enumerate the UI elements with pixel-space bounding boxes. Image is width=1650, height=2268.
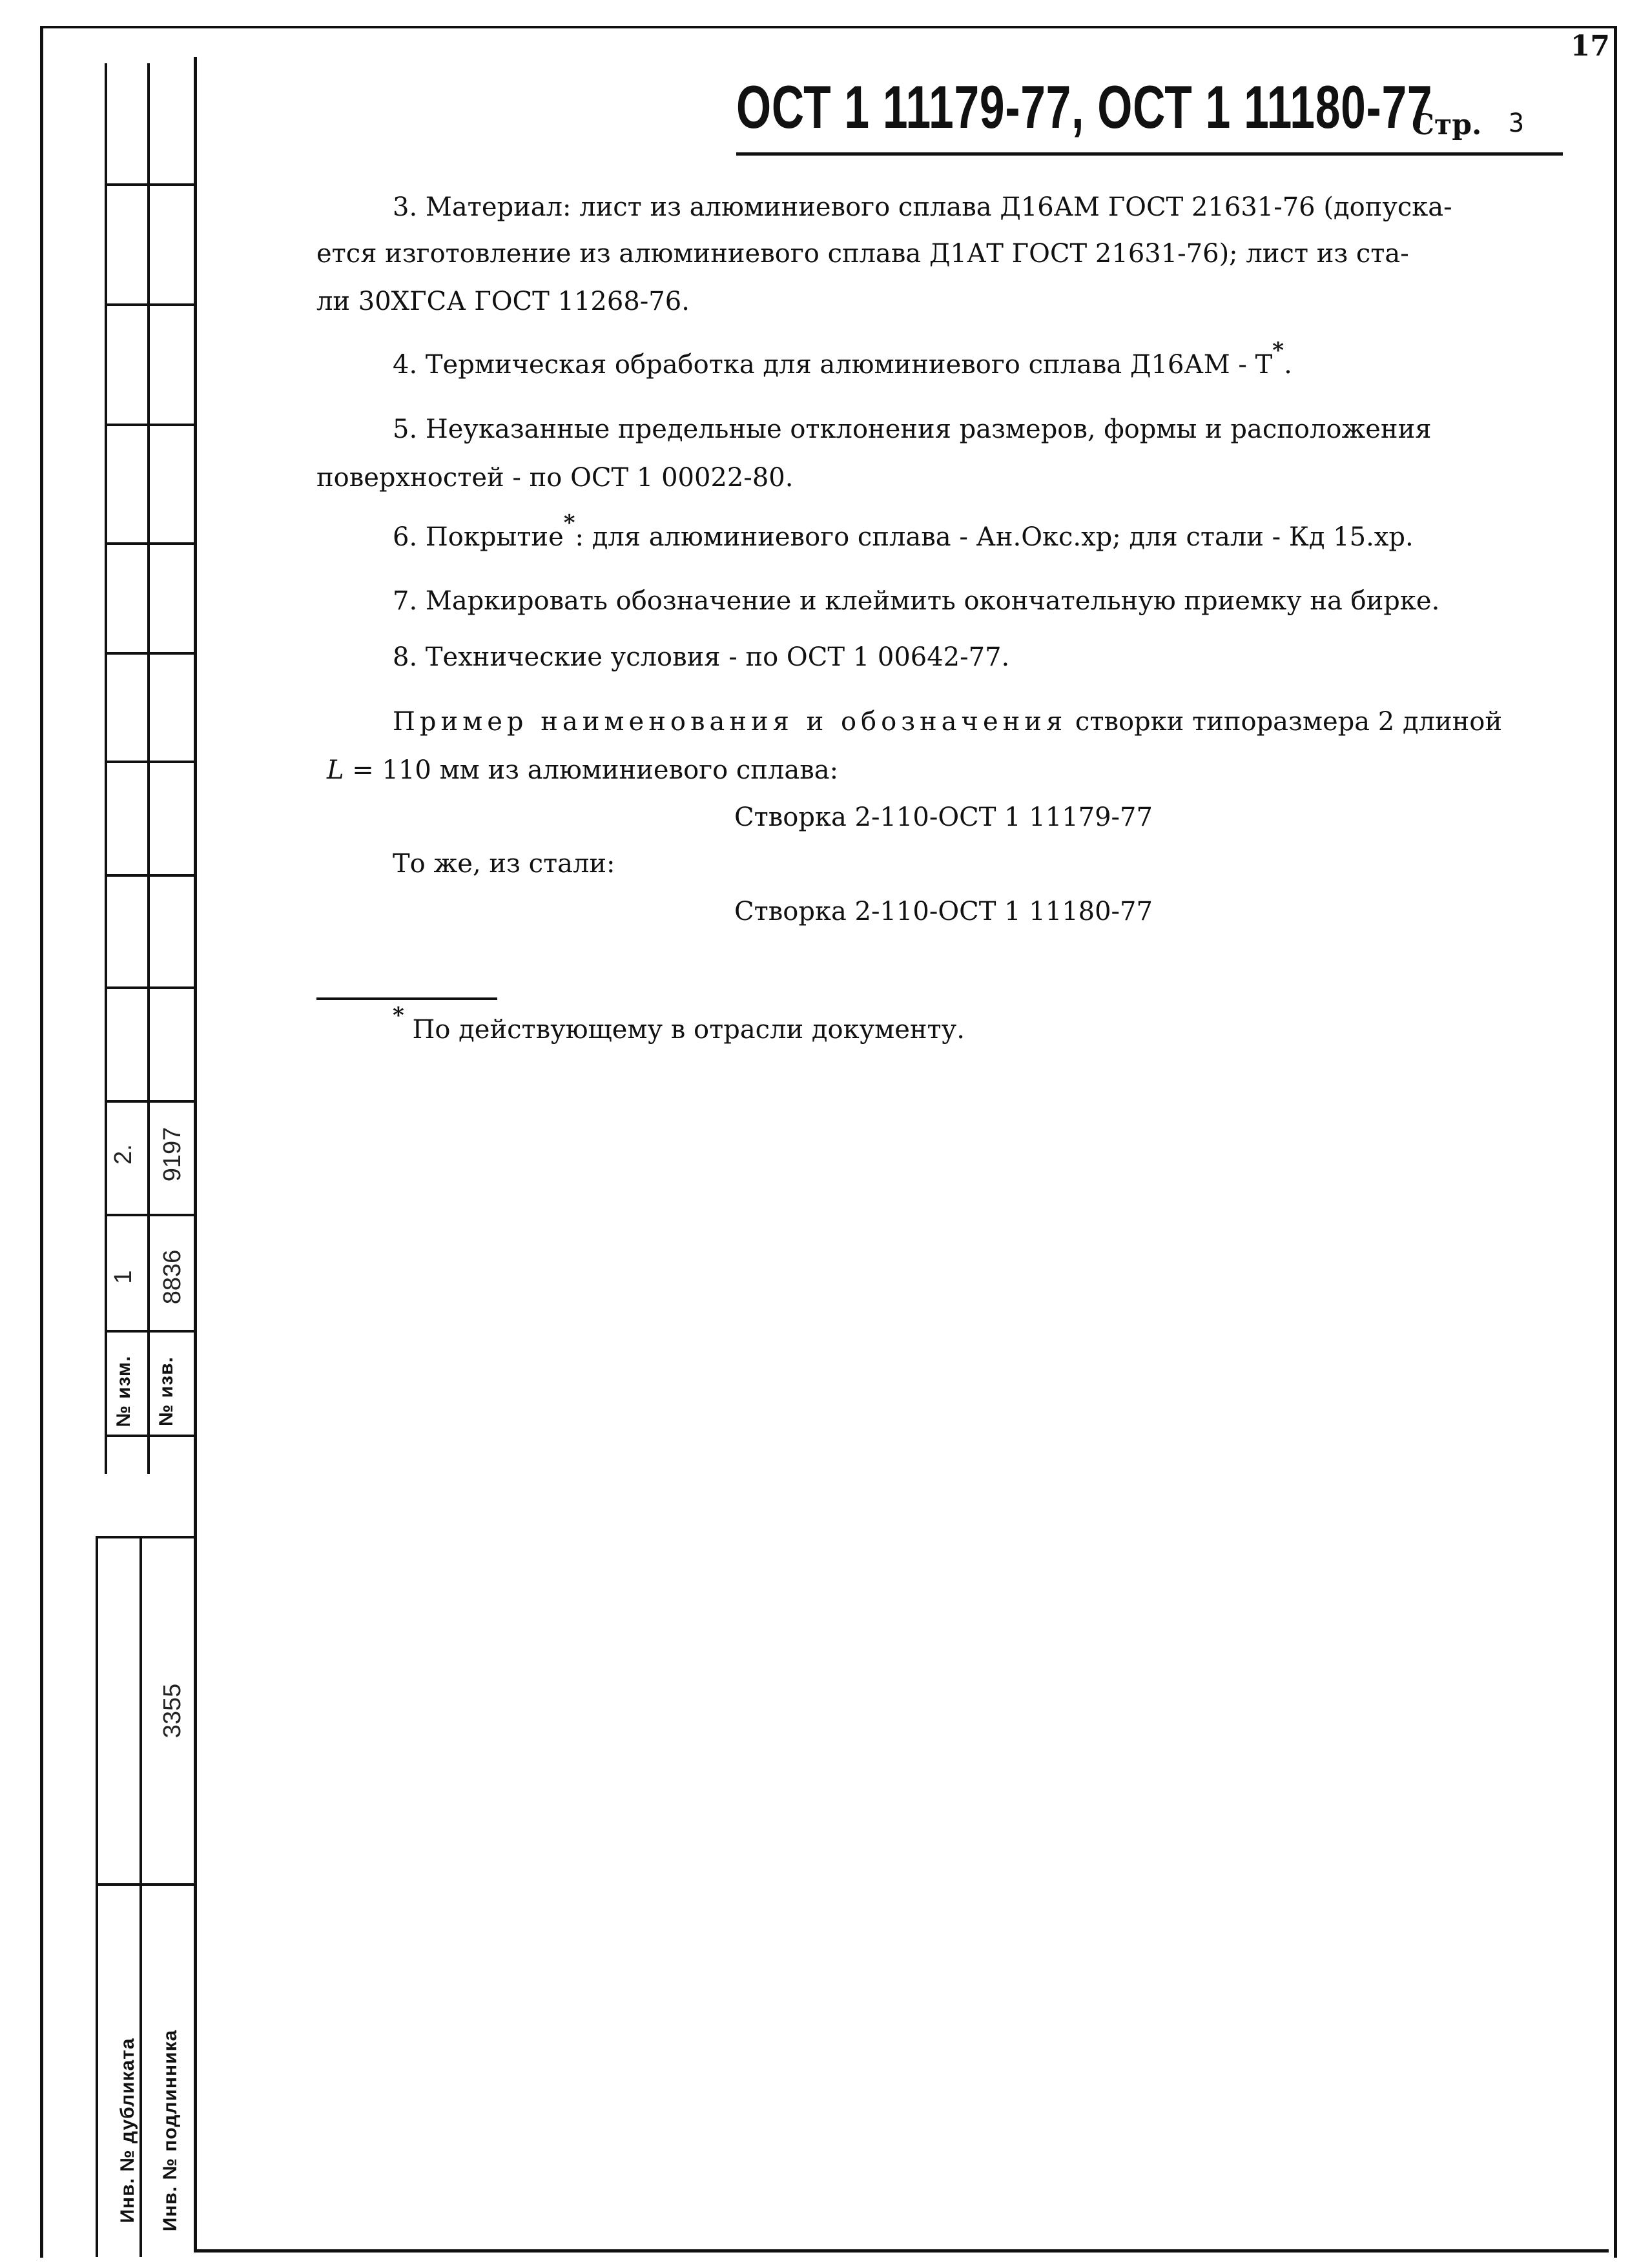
example-spaced-text: Пример наименования и обозначения bbox=[393, 707, 1067, 737]
notice-no-1: 8836 bbox=[159, 1249, 186, 1305]
original-inventory-number: 3355 bbox=[159, 1683, 186, 1739]
item-3-line-1: 3. Материал: лист из алюминиевого сплава Д16АМ ГОСТ 21631-76 (допуска- bbox=[393, 192, 1452, 222]
length-symbol: L bbox=[327, 755, 344, 785]
sheet-number: 17 bbox=[1570, 30, 1610, 63]
stamp-line bbox=[105, 1330, 194, 1333]
same-from-steel: То же, из стали: bbox=[393, 849, 615, 879]
footnote-mark: * bbox=[1272, 338, 1284, 363]
stamp-line bbox=[96, 1883, 194, 1886]
stamp-line bbox=[105, 303, 194, 306]
item-5-line-2: поверхностей - по ОСТ 1 00022-80. bbox=[316, 463, 794, 493]
change-no-1: 1 bbox=[110, 1270, 137, 1284]
footnote-mark: * bbox=[393, 1003, 404, 1028]
item-6 bbox=[393, 510, 1414, 552]
stamp-line bbox=[105, 63, 107, 1474]
label-notice-no: № изв. bbox=[156, 1356, 177, 1426]
footnote-rule bbox=[316, 997, 497, 1000]
example-line-1 bbox=[393, 709, 1502, 735]
document-code: ОСТ 1 11179-77, ОСТ 1 11180-77 bbox=[736, 73, 1433, 141]
stamp-line bbox=[105, 1435, 194, 1437]
page-number: 3 bbox=[1509, 108, 1525, 138]
stamp-line bbox=[105, 183, 194, 186]
example-line-2-text: = 110 мм из алюминиевого сплава: bbox=[344, 755, 839, 785]
stamp-line bbox=[105, 652, 194, 655]
stamp-line bbox=[105, 761, 194, 763]
footnote-text: По действующему в отрасли документу. bbox=[404, 1015, 965, 1045]
item-4 bbox=[393, 338, 1292, 380]
item-8: 8. Технические условия - по ОСТ 1 00642-77. bbox=[393, 642, 1010, 672]
item-4-text: 4. Термическая обработка для алюминиевого сплава Д16АМ - Т bbox=[393, 350, 1273, 380]
item-7: 7. Маркировать обозначение и клеймить окончательную приемку на бирке. bbox=[393, 586, 1440, 616]
stamp-line bbox=[105, 1100, 194, 1103]
item-3-line-3: ли 30ХГСА ГОСТ 11268-76. bbox=[316, 287, 690, 316]
notice-no-2: 9197 bbox=[159, 1127, 186, 1182]
inner-frame bbox=[194, 57, 1609, 2253]
stamp-line bbox=[96, 1538, 98, 2257]
item-5-line-1: 5. Неуказанные предельные отклонения размеров, формы и расположения bbox=[393, 414, 1432, 444]
designation-steel: Створка 2-110-ОСТ 1 11180-77 bbox=[734, 897, 1153, 926]
page-label: Стр. bbox=[1412, 108, 1482, 141]
footnote-mark: * bbox=[563, 510, 575, 536]
label-original-inventory: Инв. № подлинника bbox=[160, 2029, 181, 2232]
change-no-2: 2. bbox=[110, 1144, 137, 1165]
stamp-line bbox=[105, 424, 194, 426]
stamp-line bbox=[105, 874, 194, 877]
item-6-rest: : для алюминиевого сплава - Ан.Окс.хр; для стали - Кд 15.хр. bbox=[575, 522, 1414, 552]
example-rest-text: створки типоразмера 2 длиной bbox=[1067, 707, 1503, 737]
footnote bbox=[393, 1003, 965, 1045]
item-3-line-2: ется изготовление из алюминиевого сплава Д1АТ ГОСТ 21631-76); лист из ста- bbox=[316, 239, 1409, 269]
item-4-end: . bbox=[1284, 350, 1292, 380]
designation-aluminium: Створка 2-110-ОСТ 1 11179-77 bbox=[734, 802, 1153, 832]
stamp-line bbox=[105, 1214, 194, 1216]
stamp-line bbox=[105, 986, 194, 989]
example-line-2 bbox=[327, 757, 838, 783]
label-change-no: № изм. bbox=[113, 1355, 134, 1427]
stamp-line bbox=[105, 542, 194, 545]
item-6-text: 6. Покрытие bbox=[393, 522, 564, 552]
label-duplicate-inventory: Инв. № дубликата bbox=[117, 2038, 138, 2223]
